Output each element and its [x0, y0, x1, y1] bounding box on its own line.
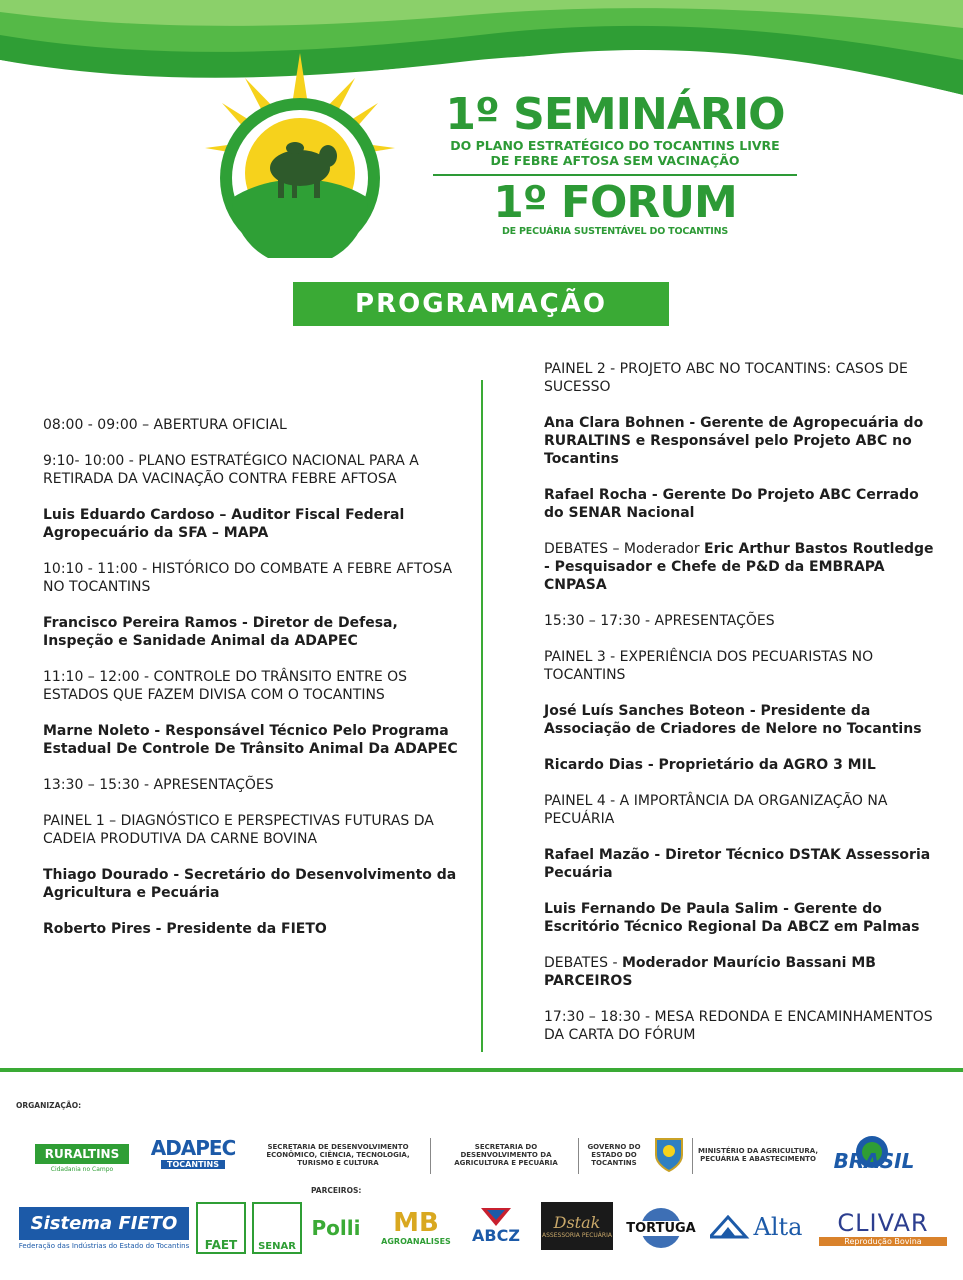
sde-logo: SECRETARIA DE DESENVOLVIMENTO ECONÔMICO, CIÊNCIA, TECNOLOGIA, TURISMO E CULTURA [266, 1143, 410, 1167]
program-entry: 08:00 - 09:00 – ABERTURA OFICIAL [43, 417, 287, 433]
dstak-logo [541, 1202, 613, 1250]
program-entry: Roberto Pires - Presidente da FIETO [43, 921, 327, 937]
dstak-sub: ASSESSORIA PECUÁRIA [542, 1232, 612, 1239]
program-entry: Luis Eduardo Cardoso – Auditor Fiscal Federal Agropecuário da SFA – MAPA [43, 507, 405, 541]
senar-logo: SENAR [252, 1202, 302, 1254]
ruraltins-tag: Cidadania no Campo [50, 1165, 114, 1173]
agroanalises-name: AGROANALISES [381, 1236, 451, 1246]
program-entry: PAINEL 3 - EXPERIÊNCIA DOS PECUARISTAS NO TOCANTINS [544, 649, 874, 683]
entry-prefix: DEBATES - [544, 955, 622, 971]
brasil-name: BRASIL [833, 1149, 915, 1173]
fieto-name: Sistema FIETO [19, 1207, 189, 1240]
abcz-name: ABCZ [472, 1225, 520, 1245]
clivar-logo [818, 1204, 948, 1250]
footer-divider [0, 1068, 963, 1072]
program-left-column [43, 416, 463, 956]
program-entry: Luis Fernando De Paula Salim - Gerente do Escritório Técnico Regional Da ABCZ em Palmas [544, 901, 920, 935]
abcz-logo [464, 1200, 528, 1252]
entry-moderator: Moderador Maurício Bassani MB PARCEIROS [544, 955, 876, 989]
program-entry: PAINEL 1 – DIAGNÓSTICO E PERSPECTIVAS FUTURAS DA CADEIA PRODUTIVA DA CARNE BOVINA [43, 813, 434, 847]
governo-logo: GOVERNO DO ESTADO DO TOCANTINS [587, 1143, 641, 1167]
agroanalises-logo [374, 1202, 458, 1252]
program-entry: PAINEL 4 - A IMPORTÂNCIA DA ORGANIZAÇÃO NA PECUÁRIA [544, 793, 888, 827]
event-logo [200, 48, 400, 258]
program-entry: 10:10 - 11:00 - HISTÓRICO DO COMBATE A FEBRE AFTOSA NO TOCANTINS [43, 561, 453, 595]
column-divider [481, 380, 483, 1052]
ruraltins-logo [34, 1132, 130, 1184]
ruraltins-name: RURALTINS [35, 1144, 129, 1164]
program-entry: 17:30 – 18:30 - MESA REDONDA E ENCAMINHAMENTOS DA CARTA DO FÓRUM [544, 1009, 933, 1043]
program-entry: 15:30 – 17:30 - APRESENTAÇÕES [544, 613, 775, 629]
logo-separator [578, 1138, 579, 1174]
alta-name: Alta [753, 1213, 803, 1241]
program-entry: PAINEL 2 - PROJETO ABC NO TOCANTINS: CASOS DE SUCESSO [544, 361, 908, 395]
polli-logo: Polli [311, 1216, 361, 1240]
ministerio-logo: MINISTÉRIO DA AGRICULTURA, PECUÁRIA E ABASTECIMENTO [698, 1147, 819, 1163]
program-entry: Ricardo Dias - Proprietário da AGRO 3 MIL [544, 757, 876, 773]
forum-title: 1º FORUM [493, 177, 737, 228]
program-entry: Marne Noleto - Responsável Técnico Pelo Programa Estadual De Controle De Trânsito Animal Da ADAPEC [43, 723, 458, 757]
dstak-name: Dstak [553, 1213, 601, 1232]
title-block [425, 89, 805, 237]
clivar-sub: Reprodução Bovina [819, 1237, 947, 1246]
program-entry [544, 954, 934, 990]
adapec-logo [140, 1130, 246, 1174]
entry-moderator: Eric Arthur Bastos Routledge - Pesquisador e Chefe de P&D da EMBRAPA CNPASA [544, 541, 934, 593]
tocantins-coat-of-arms-icon [652, 1133, 686, 1173]
program-entry: Ana Clara Bohnen - Gerente de Agropecuária do RURALTINS e Responsável pelo Projeto ABC no Tocantins [544, 415, 924, 467]
faet-logo: FAET [196, 1202, 246, 1254]
adapec-sub: TOCANTINS [161, 1160, 225, 1169]
seagro-logo: SECRETARIA DO DESENVOLVIMENTO DA AGRICULTURA E PECUÁRIA [454, 1143, 558, 1167]
program-entry: Rafael Rocha - Gerente Do Projeto ABC Cerrado do SENAR Nacional [544, 487, 919, 521]
program-entry [544, 540, 934, 594]
tortuga-logo [624, 1206, 698, 1250]
alta-mark-icon [710, 1215, 750, 1239]
abcz-chevron-icon [481, 1208, 511, 1226]
program-entry: Thiago Dourado - Secretário do Desenvolvimento da Agricultura e Pecuária [43, 867, 457, 901]
fieto-sub: Federação das Indústrias do Estado do Tocantins [18, 1241, 190, 1250]
mb-mark: MB [393, 1207, 439, 1238]
logo-separator [692, 1138, 693, 1174]
adapec-name: ADAPEC [150, 1135, 236, 1160]
seminar-subtitle-line2: DE FEBRE AFTOSA SEM VACINAÇÃO [490, 153, 740, 168]
alta-logo [704, 1210, 808, 1244]
fieto-logo [18, 1202, 190, 1254]
program-entry: José Luís Sanches Boteon - Presidente da Associação de Criadores de Nelore no Tocantins [544, 703, 922, 737]
section-heading: PROGRAMAÇÃO [293, 282, 669, 326]
program-entry: Rafael Mazão - Diretor Técnico DSTAK Assessoria Pecuária [544, 847, 931, 881]
brasil-logo [822, 1132, 926, 1174]
program-right-column [544, 360, 934, 1062]
tortuga-name: TORTUGA [626, 1220, 696, 1236]
program-entry: 9:10- 10:00 - PLANO ESTRATÉGICO NACIONAL PARA A RETIRADA DA VACINAÇÃO CONTRA FEBRE AFTOSA [43, 453, 419, 487]
logo-separator [430, 1138, 431, 1174]
program-entry: 13:30 – 15:30 - APRESENTAÇÕES [43, 777, 274, 793]
seminar-title: 1º SEMINÁRIO [445, 89, 785, 140]
entry-prefix: DEBATES – Moderador [544, 541, 705, 557]
parceiros-label: PARCEIROS: [311, 1186, 362, 1195]
forum-subtitle: DE PECUÁRIA SUSTENTÁVEL DO TOCANTINS [501, 226, 729, 237]
program-entry: 11:10 – 12:00 - CONTROLE DO TRÂNSITO ENTRE OS ESTADOS QUE FAZEM DIVISA COM O TOCANTINS [43, 669, 408, 703]
program-entry: Francisco Pereira Ramos - Diretor de Defesa, Inspeção e Sanidade Animal da ADAPEC [43, 615, 398, 649]
seminar-subtitle-line1: DO PLANO ESTRATÉGICO DO TOCANTINS LIVRE [450, 138, 780, 153]
title-divider [433, 174, 797, 176]
organizacao-label: ORGANIZAÇÃO: [16, 1101, 82, 1110]
clivar-name: CLIVAR [837, 1208, 929, 1237]
